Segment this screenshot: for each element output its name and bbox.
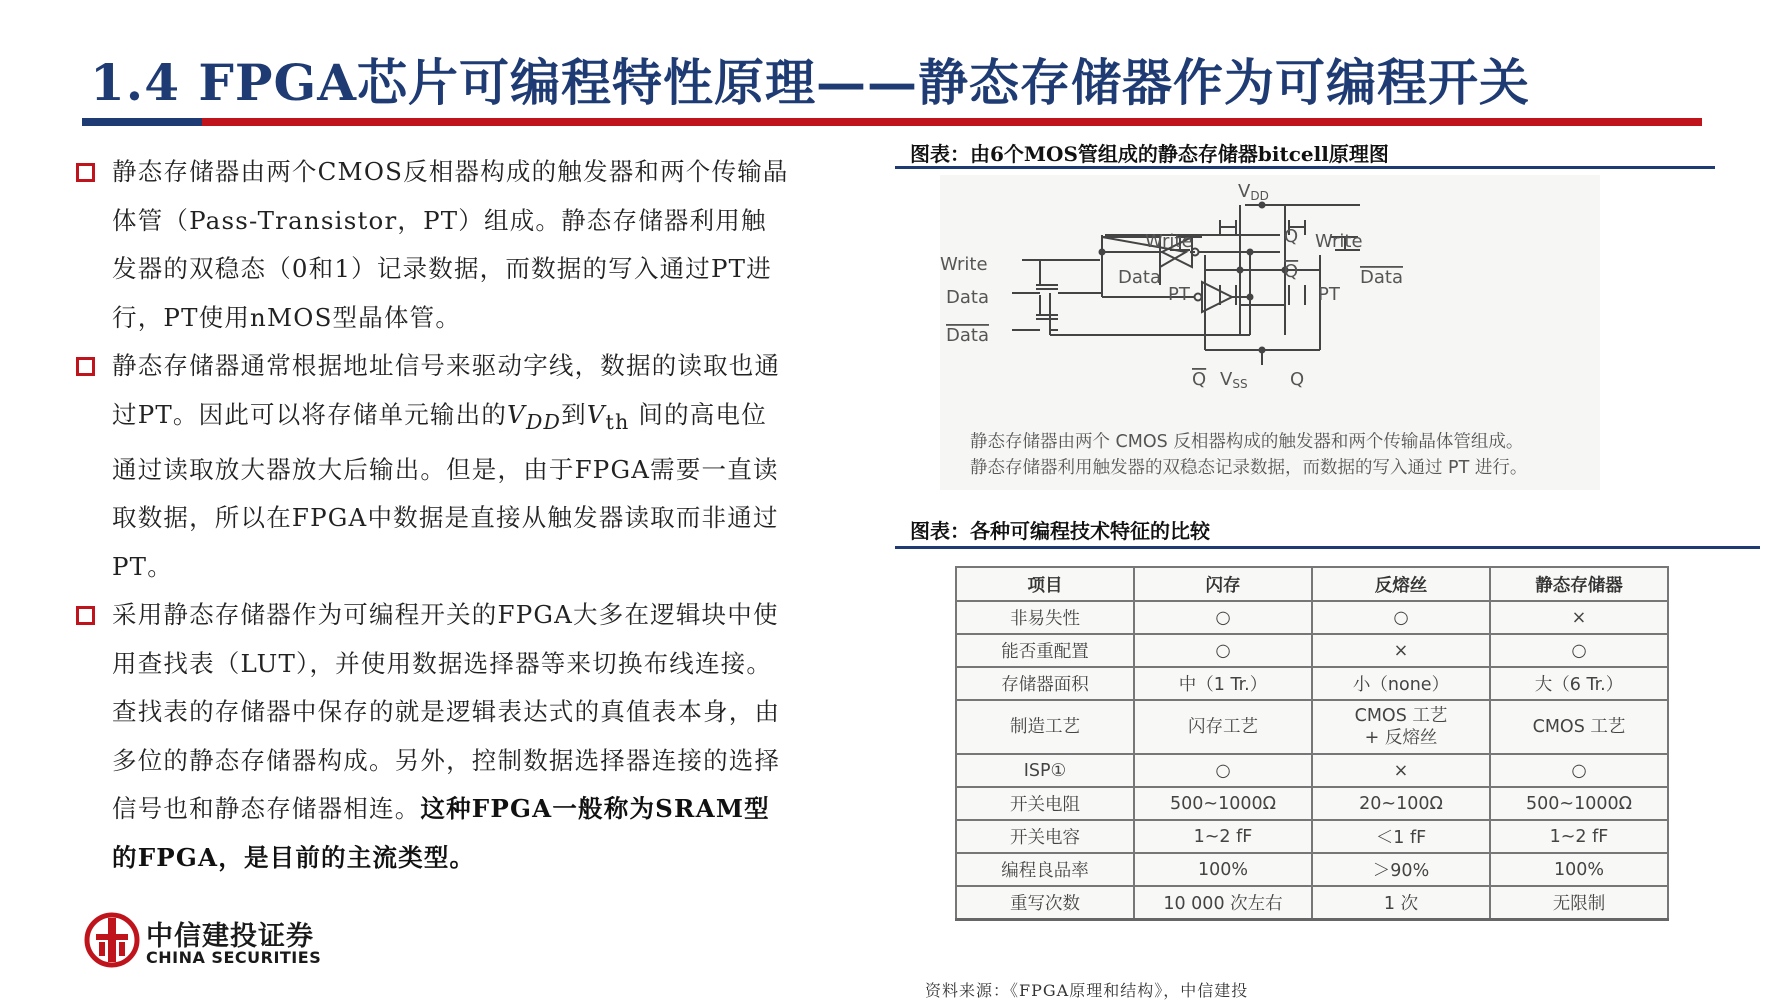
label-write-left: Write [940,254,988,275]
table-cell: 存储器面积 [956,667,1134,700]
svg-text:VSS [1220,369,1248,391]
vdd-subscript: DD [525,409,562,434]
comparison-table [955,566,1669,921]
table-cell: 中（1 Tr.） [1134,667,1312,700]
table-cell: 1~2 fF [1490,820,1668,853]
figure1-caption: 图表：由6个MOS管组成的静态存储器bitcell原理图 [910,142,1389,166]
bullet-text-to: 到 [561,399,587,429]
table-row [956,886,1668,920]
label-q-bar-bottom: Q [1192,369,1207,390]
table-cell: ○ [1134,601,1312,634]
table-row [956,853,1668,886]
title-underline [82,118,1702,126]
vth-subscript: th [605,409,630,434]
table-cell: ＜1 fF [1312,820,1490,853]
bullet-list [72,148,792,882]
label-data-bar-right: Data [1360,267,1403,288]
table-cell: ○ [1312,601,1490,634]
svg-text:VDD [1238,181,1269,203]
bullet-bold-text: 这种FPGA一般称为SRAM型的FPGA，是目前的主流类型。 [112,794,770,872]
table-cell: 小（none） [1312,667,1490,700]
bullet-text: 静态存储器由两个CMOS反相器构成的触发器和两个传输晶体管（Pass-Transistor，PT）组成。静态存储器利用触发器的双稳态（0和1）记录数据，而数据的写入通过PT进行，PT使用nMOS型晶体管。 [112,157,789,332]
bullet-item [72,342,792,591]
table-cell: 闪存工艺 [1134,700,1312,754]
logo-name-cn: 中信建投证券 [146,921,314,952]
label-q-bottom: Q [1290,369,1305,390]
table-cell: 10 000 次左右 [1134,886,1312,920]
table-cell: 500~1000Ω [1490,787,1668,820]
label-vdd-sub: DD [1250,189,1269,203]
company-logo [84,912,324,972]
table-cell: ○ [1134,754,1312,787]
table-row [956,787,1668,820]
label-data-right: Data [1118,267,1161,288]
bullet-text-cont: 间的高电位通过读取放大器放大后输出。但是，由于FPGA需要一直读取数据，所以在FPGA中数据是直接从触发器读取而非通过PT。 [112,399,779,581]
table-cell: ○ [1490,754,1668,787]
table-cell: ISP① [956,754,1134,787]
table-cell: 制造工艺 [956,700,1134,754]
header-cell: 项目 [956,567,1134,601]
table-row [956,700,1668,754]
table-cell: 20~100Ω [1312,787,1490,820]
table-cell: ＞90% [1312,853,1490,886]
bullet-text: 静态存储器通常根据地址信号来驱动字线，数据的读取也通过PT。因此可以将存储单元输出的 [112,351,781,429]
bullet-item [72,148,792,342]
bullet-item [72,591,792,882]
table-row [956,601,1668,634]
label-vdd: V [1238,181,1251,202]
figure1-rule [895,166,1715,169]
citic-logo-icon [84,912,140,968]
table-cell: 非易失性 [956,601,1134,634]
label-pt2: PT [1318,284,1340,305]
bullet-square-icon [76,606,95,625]
label-q-bar-out: Q [1284,261,1299,282]
table-cell: × [1312,634,1490,667]
table-cell: × [1312,754,1490,787]
table-cell: ○ [1134,634,1312,667]
label-write-r1: Write [1145,231,1193,252]
bullet-text: 采用静态存储器作为可编程开关的FPGA大多在逻辑块中使用查找表（LUT），并使用数据选择器等来切换布线连接。查找表的存储器中保存的就是逻辑表达式的真值表本身，由多位的静态存储器构成。另外，控制数据选择器连接的选择信号也和静态存储器相连。 [112,600,781,824]
table-cell: 大（6 Tr.） [1490,667,1668,700]
header-cell: 静态存储器 [1490,567,1668,601]
header-cell: 反熔丝 [1312,567,1490,601]
table-row [956,820,1668,853]
table-cell: × [1490,601,1668,634]
figure1-note-line2: 静态存储器利用触发器的双稳态记录数据，而数据的写入通过 PT 进行。 [970,458,1528,478]
table-cell: 编程良品率 [956,853,1134,886]
table-cell: 开关电阻 [956,787,1134,820]
label-write-r2: Write [1315,231,1363,252]
figure2-rule [895,546,1760,549]
bullet-square-icon [76,163,95,182]
table-cell: 开关电容 [956,820,1134,853]
table-cell: 能否重配置 [956,634,1134,667]
table-cell: CMOS 工艺 + 反熔丝 [1312,700,1490,754]
table-row [956,754,1668,787]
label-pt1: PT [1168,284,1190,305]
table-cell: ○ [1490,634,1668,667]
table-header-row [956,567,1668,601]
vdd-symbol: V [507,399,526,429]
label-vss-sub: SS [1232,377,1248,391]
label-data-bar-left: Data [946,325,989,346]
table-cell: 1~2 fF [1134,820,1312,853]
bullet-square-icon [76,357,95,376]
table-cell: CMOS 工艺 [1490,700,1668,754]
table-row [956,634,1668,667]
table-cell: 100% [1490,853,1668,886]
table-cell: 500~1000Ω [1134,787,1312,820]
header-cell: 闪存 [1134,567,1312,601]
logo-name-en: CHINA SECURITIES [146,948,322,967]
figure2-caption: 图表：各种可编程技术特征的比较 [910,519,1210,543]
label-q-out: Q [1284,226,1299,247]
label-data-left: Data [946,287,989,308]
source-note: 资料来源：《FPGA原理和结构》，中信建投 [925,981,1249,1000]
label-vss: V [1220,369,1233,390]
table-cell: 100% [1134,853,1312,886]
sram-bitcell-diagram [940,175,1600,490]
table-row [956,667,1668,700]
page-title: 1.4 FPGA芯片可编程特性原理——静态存储器作为可编程开关 [90,53,1530,112]
table-cell: 无限制 [1490,886,1668,920]
table-cell: 1 次 [1312,886,1490,920]
figure1-note-line1: 静态存储器由两个 CMOS 反相器构成的触发器和两个传输晶体管组成。 [970,432,1524,452]
vth-symbol: V [586,399,606,429]
table-cell: 重写次数 [956,886,1134,920]
